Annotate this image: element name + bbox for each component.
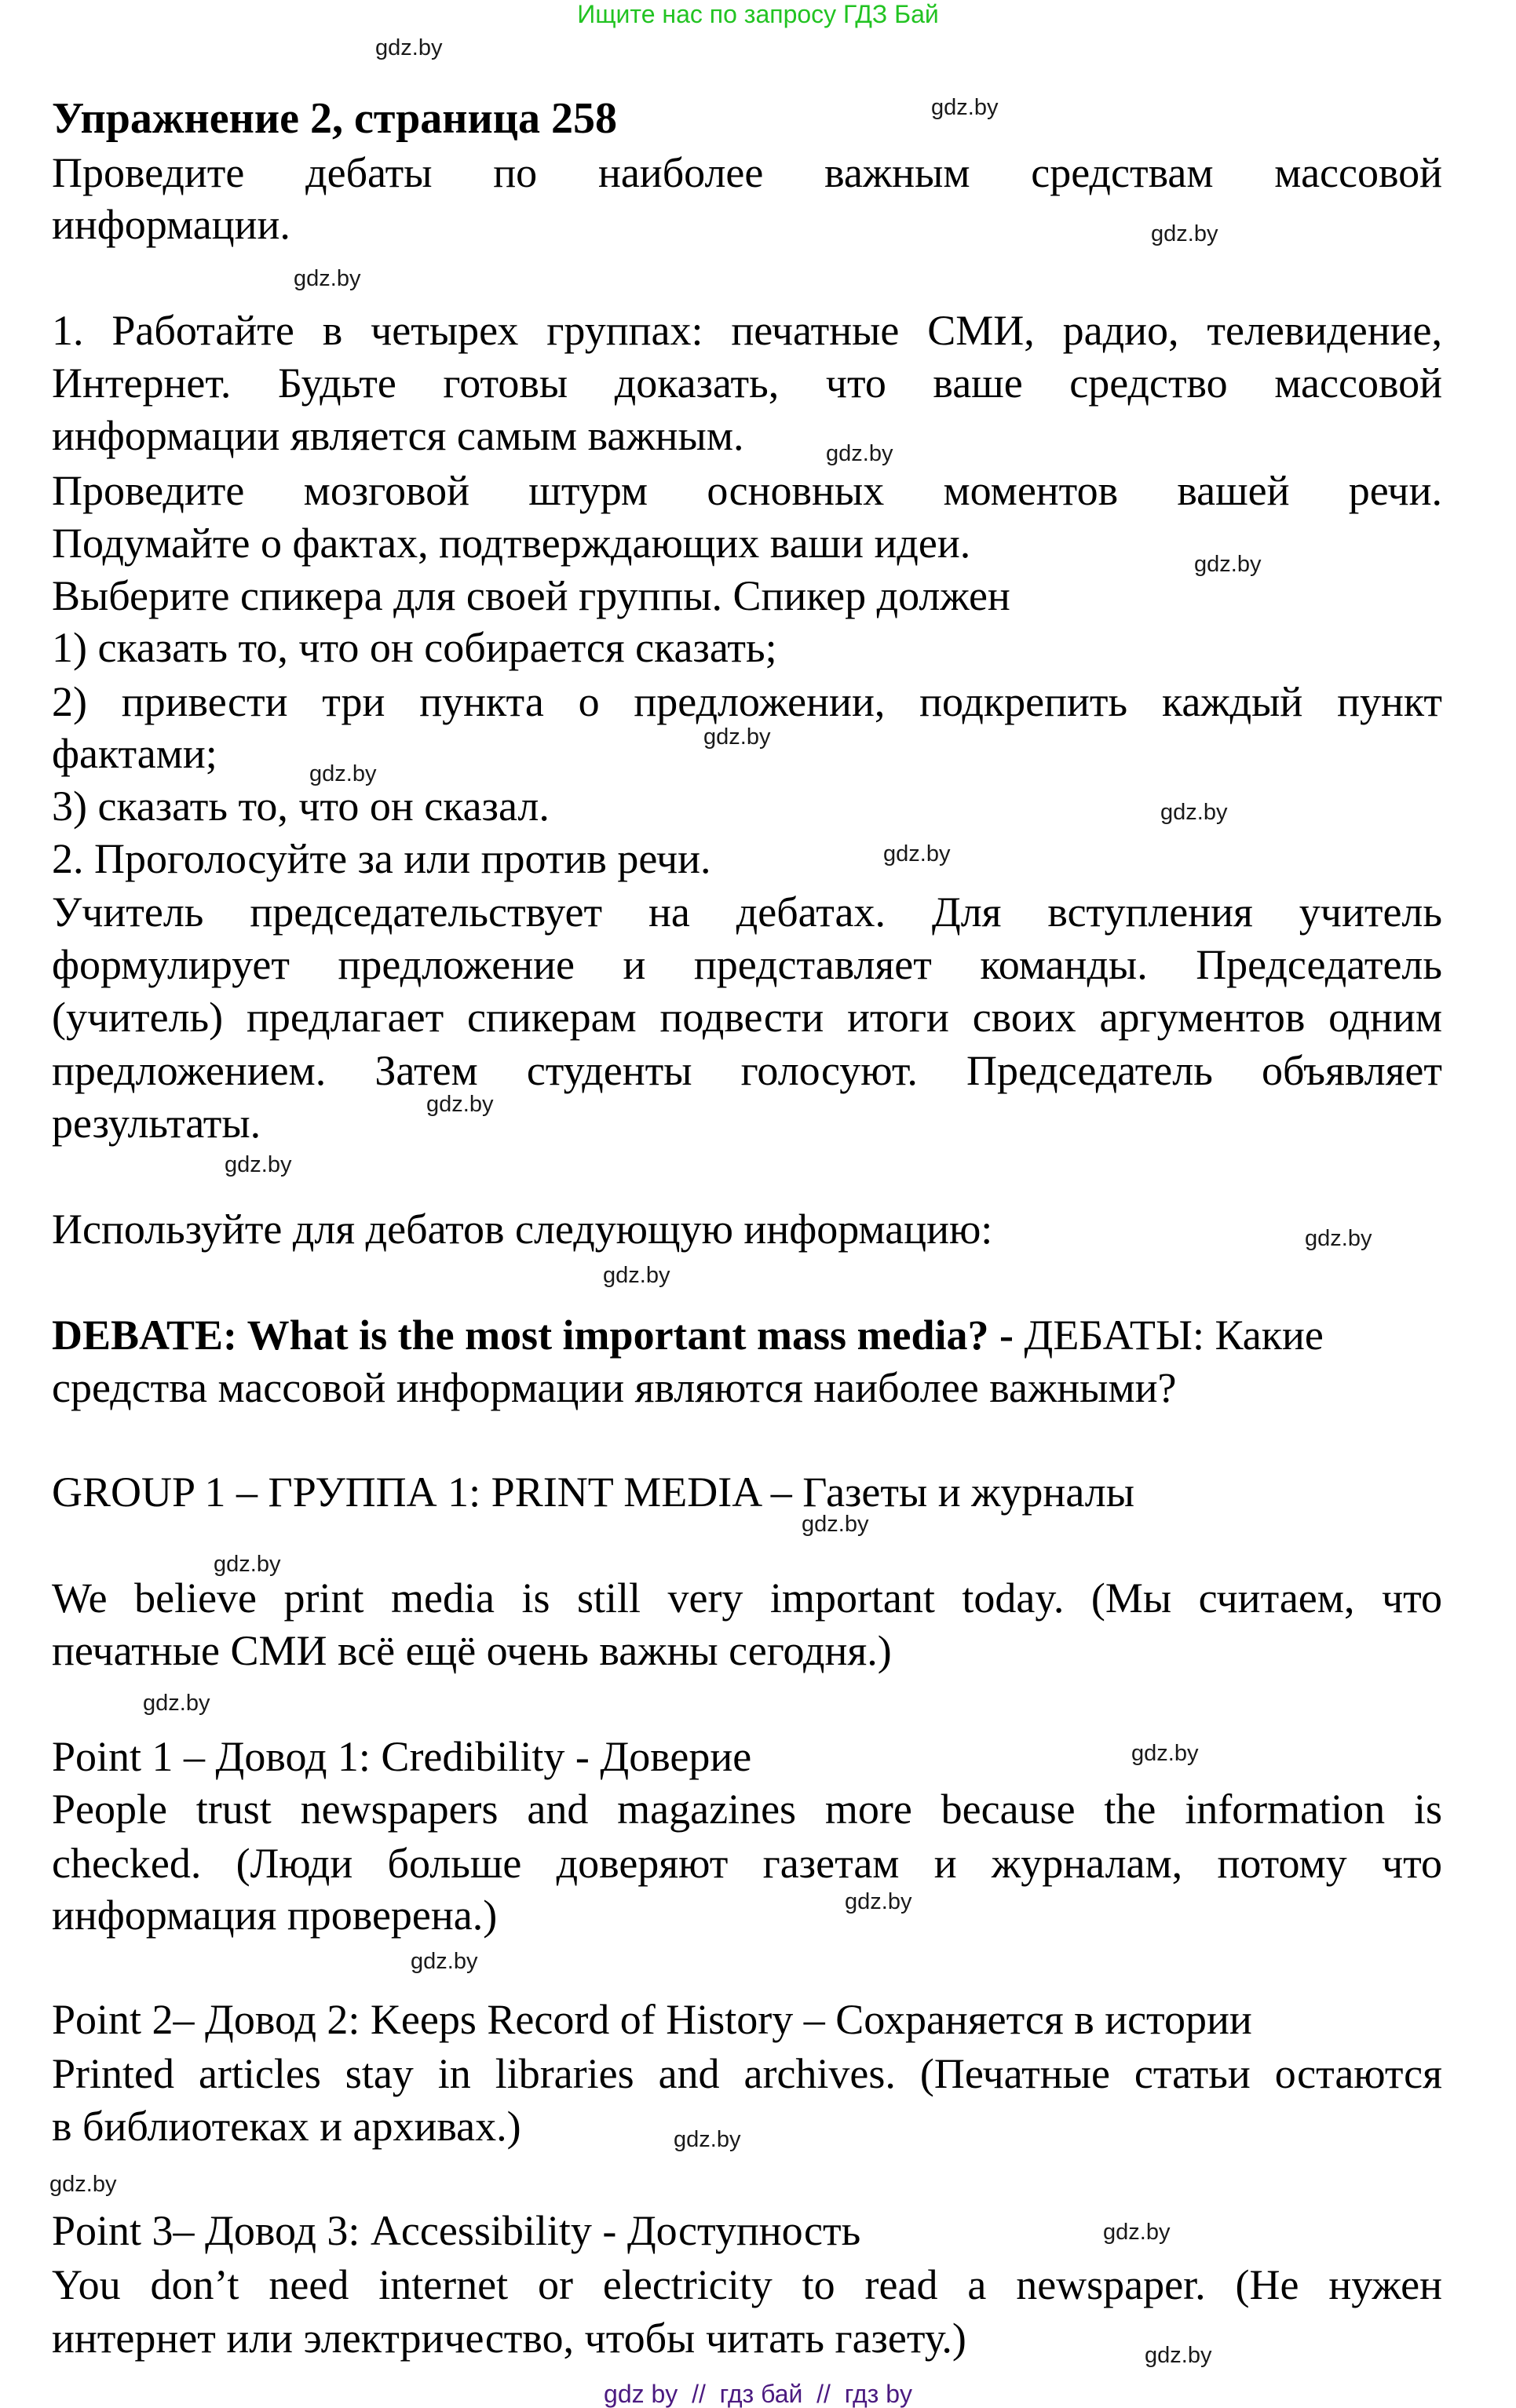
- point1-line: информация проверена.): [52, 1892, 498, 1939]
- watermark: gdz.by: [214, 1552, 281, 1577]
- point2-heading: Point 2– Довод 2: Keeps Record of History – Сохраняется в истории: [52, 1996, 1252, 2043]
- page-title: Упражнение 2, страница 258: [52, 94, 618, 143]
- point3-line: You don’t need internet or electricity to read a newspaper. (Не нужен: [52, 2261, 1442, 2308]
- watermark: gdz.by: [143, 1691, 210, 1716]
- task2-line: 2. Проголосуйте за или против речи.: [52, 835, 711, 882]
- task2-line: результаты.: [52, 1100, 261, 1147]
- debate-heading-line2: средства массовой информации являются наиболее важными?: [52, 1364, 1177, 1411]
- task2-line: предложением. Затем студенты голосуют. Председатель объявляет: [52, 1047, 1442, 1094]
- task1-line: информации является самым важным.: [52, 412, 744, 459]
- debate-heading-en: DEBATE: What is the most important mass media? -: [52, 1312, 1014, 1359]
- intro-line: Проведите дебаты по наиболее важным средствам массовой: [52, 149, 1442, 196]
- point3-line: интернет или электричество, чтобы читать газету.): [52, 2315, 966, 2362]
- watermark: gdz.by: [1151, 221, 1218, 246]
- watermark: gdz.by: [49, 2172, 117, 2197]
- watermark: gdz.by: [883, 841, 951, 867]
- watermark: gdz.by: [703, 724, 771, 750]
- point1-heading: Point 1 – Довод 1: Credibility - Доверие: [52, 1733, 752, 1780]
- watermark: gdz.by: [826, 441, 893, 466]
- watermark: gdz.by: [294, 266, 361, 291]
- task1-line: 1. Работайте в четырех группах: печатные СМИ, радио, телевидение,: [52, 307, 1442, 354]
- task2-line: формулирует предложение и представляет команды. Председатель: [52, 941, 1442, 988]
- task1-line: фактами;: [52, 730, 217, 777]
- watermark: gdz.by: [802, 1512, 869, 1537]
- task1-line: 1) сказать то, что он собирается сказать;: [52, 624, 777, 671]
- task2-line: Учитель председательствует на дебатах. Для вступления учитель: [52, 888, 1442, 936]
- point3-heading: Point 3– Довод 3: Accessibility - Доступность: [52, 2207, 861, 2254]
- watermark: gdz.by: [411, 1949, 478, 1974]
- group1-statement-line: печатные СМИ всё ещё очень важны сегодня.): [52, 1627, 892, 1674]
- task2-line: (учитель) предлагает спикерам подвести итоги своих аргументов одним: [52, 994, 1442, 1041]
- watermark: gdz.by: [309, 761, 377, 786]
- point1-line: checked. (Люди больше доверяют газетам и журналам, потому что: [52, 1840, 1442, 1887]
- task1-line: Проведите мозговой штурм основных моментов вашей речи.: [52, 467, 1442, 514]
- point2-line: в библиотеках и архивах.): [52, 2103, 521, 2150]
- use-info-line: Используйте для дебатов следующую информацию:: [52, 1206, 993, 1253]
- task1-line: 3) сказать то, что он сказал.: [52, 783, 550, 830]
- site-footer: gdz by // гдз бай // гдз by: [604, 2380, 912, 2408]
- watermark: gdz.by: [1194, 552, 1262, 577]
- watermark: gdz.by: [845, 1889, 912, 1914]
- task1-line: Подумайте о фактах, подтверждающих ваши идеи.: [52, 520, 971, 567]
- task1-line: Выберите спикера для своей группы. Спикер должен: [52, 572, 1010, 619]
- watermark: gdz.by: [603, 1263, 670, 1288]
- watermark: gdz.by: [1160, 800, 1228, 825]
- watermark: gdz.by: [1131, 1741, 1199, 1766]
- watermark: gdz.by: [1305, 1226, 1372, 1251]
- watermark: gdz.by: [225, 1152, 292, 1177]
- group1-statement-line: We believe print media is still very important today. (Мы считаем, что: [52, 1574, 1442, 1622]
- point2-line: Printed articles stay in libraries and archives. (Печатные статьи остаются: [52, 2050, 1442, 2097]
- watermark: gdz.by: [1103, 2220, 1171, 2245]
- debate-heading-ru: ДЕБАТЫ: Какие: [1014, 1312, 1324, 1359]
- watermark: gdz.by: [931, 95, 999, 120]
- watermark: gdz.by: [375, 35, 443, 60]
- watermark: gdz.by: [1145, 2343, 1212, 2368]
- watermark: gdz.by: [426, 1092, 494, 1117]
- site-banner: Ищите нас по запросу ГДЗ Бай: [577, 0, 939, 28]
- intro-line: информации.: [52, 201, 290, 248]
- task1-line: 2) привести три пункта о предложении, подкрепить каждый пункт: [52, 678, 1442, 725]
- watermark: gdz.by: [674, 2127, 741, 2152]
- group1-heading: GROUP 1 – ГРУППА 1: PRINT MEDIA – Газеты и журналы: [52, 1469, 1135, 1516]
- debate-heading: [52, 1312, 1442, 1359]
- point1-line: People trust newspapers and magazines more because the information is: [52, 1786, 1442, 1833]
- task1-line: Интернет. Будьте готовы доказать, что ваше средство массовой: [52, 359, 1442, 407]
